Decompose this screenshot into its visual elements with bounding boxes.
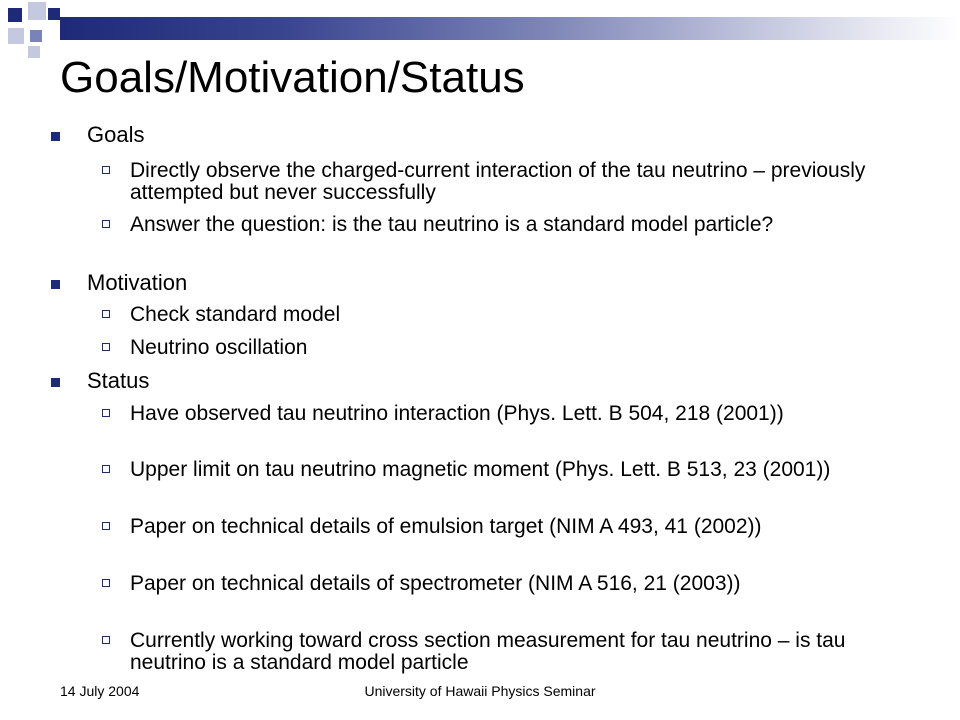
list-item-text: Answer the question: is the tau neutrino is a standard model particle? bbox=[130, 213, 774, 236]
list-item bbox=[130, 337, 870, 359]
list-item-text: Paper on technical details of emulsion target (NIM A 493, 41 (2002)) bbox=[130, 515, 762, 538]
section-status bbox=[87, 369, 149, 393]
footer-event: University of Hawaii Physics Seminar bbox=[364, 683, 596, 699]
list-item bbox=[130, 516, 870, 538]
section-heading: Motivation bbox=[87, 270, 188, 295]
section-motivation bbox=[87, 271, 187, 295]
list-item bbox=[130, 630, 870, 674]
square-bullet-icon bbox=[51, 132, 60, 141]
list-item-text: Paper on technical details of spectrometer (NIM A 516, 21 (2003)) bbox=[130, 572, 741, 595]
list-item bbox=[130, 160, 870, 204]
list-item-text: Upper limit on tau neutrino magnetic moment (Phys. Lett. B 513, 23 (2001)) bbox=[130, 458, 831, 481]
hollow-square-bullet-icon bbox=[102, 522, 110, 530]
list-item bbox=[130, 459, 870, 481]
hollow-square-bullet-icon bbox=[102, 636, 110, 644]
list-item-text: Neutrino oscillation bbox=[130, 336, 308, 359]
list-item-text: Directly observe the charged-current interaction of the tau neutrino – previously attempted but never successfully bbox=[130, 159, 866, 204]
list-item bbox=[130, 304, 870, 326]
section-goals bbox=[87, 123, 144, 147]
list-item-text: Currently working toward cross section measurement for tau neutrino – is tau neutrino is a standard model particle bbox=[130, 629, 846, 674]
hollow-square-bullet-icon bbox=[102, 465, 110, 473]
list-item bbox=[130, 403, 870, 425]
hollow-square-bullet-icon bbox=[102, 579, 110, 587]
list-item-text: Check standard model bbox=[130, 303, 341, 326]
slide-title: Goals/Motivation/Status bbox=[60, 53, 525, 102]
hollow-square-bullet-icon bbox=[102, 166, 110, 174]
square-bullet-icon bbox=[51, 378, 60, 387]
hollow-square-bullet-icon bbox=[102, 409, 110, 417]
list-item bbox=[130, 573, 870, 595]
hollow-square-bullet-icon bbox=[102, 220, 110, 228]
hollow-square-bullet-icon bbox=[102, 310, 110, 318]
square-bullet-icon bbox=[51, 280, 60, 289]
list-item-text: Have observed tau neutrino interaction (Phys. Lett. B 504, 218 (2001)) bbox=[130, 402, 784, 425]
hollow-square-bullet-icon bbox=[102, 343, 110, 351]
list-item bbox=[130, 214, 870, 236]
section-heading: Goals bbox=[87, 122, 145, 147]
footer-date: 14 July 2004 bbox=[60, 683, 140, 699]
section-heading: Status bbox=[87, 368, 150, 393]
